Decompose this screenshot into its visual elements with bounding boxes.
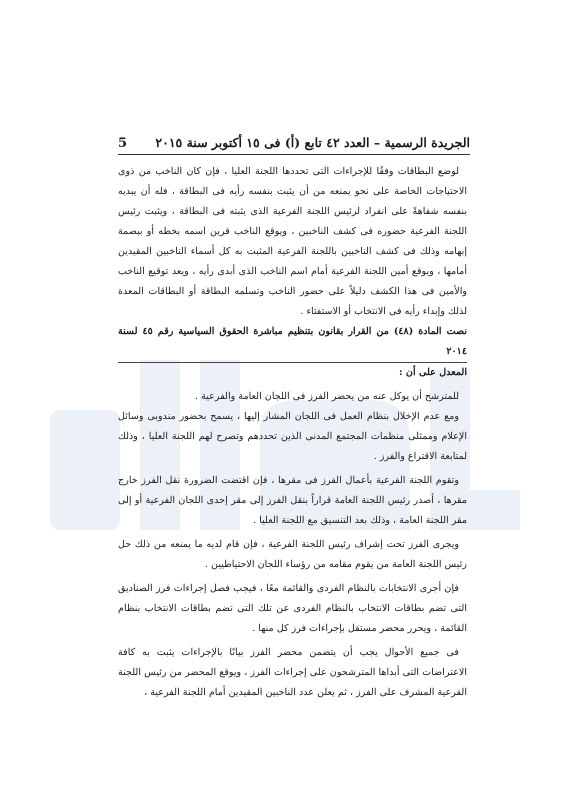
amendment-heading: نصت المادة (٤٨) من القرار بقانون بتنظيم مباشرة الحقوق السياسية رقم ٤٥ لسنة ٢٠١٤ (118, 322, 467, 363)
document-body (118, 162, 467, 703)
paragraph: فى جميع الأحوال يجب أن يتضمن محضر الفرز بيانًا بالإجراءات يثبت به كافة الاعتراضات التى أبداها المترشحون على إجراءات الفرز ، ويوقع المحضر من رئيس اللجنة الفرعية المشرف على الفرز ، ثم يعلن عدد الناخبين المقيدين أمام اللجنة الفرعية ، (118, 647, 467, 698)
header-divider (118, 154, 470, 155)
amendment-subheading: المعدل على أن : (399, 367, 467, 378)
paragraph: ومع عدم الإخلال بنظام العمل فى اللجان المشار إليها ، يسمح بحضور مندوبى وسائل الإعلام وممثلى منظمات المجتمع المدنى الذين تحددهم وتصرح لهم اللجنة العليا ، وذلك لمتابعة الاقتراع والفرز . (118, 411, 467, 462)
paragraph: فإن أجرى الانتخابات بالنظام الفردى والقائمة معًا ، فيجب فصل إجراءات فرز الصناديق التى تضم بطاقات الانتخاب بالنظام الفردى عن تلك التى تضم بطاقات الانتخاب بنظام القائمة ، ويحرر محضر مستقل بإجراءات فرز كل منها . (118, 583, 467, 634)
page-number: 5 (118, 136, 128, 151)
header-title: الجريدة الرسمية – العدد ٤٢ تابع (أ) فى ١٥ أكتوبر سنة ٢٠١٥ (155, 135, 470, 150)
paragraph: للمترشح أن يوكل عنه من يحضر الفرز فى اللجان العامة والفرعية . (195, 391, 459, 402)
paragraph: وتقوم اللجنة الفرعية بأعمال الفرز فى مقرها ، فإن اقتضت الضرورة نقل الفرز خارج مقرها ، أصدر رئيس اللجنة العامة قراراً بنقل الفرز إلى مقر إحدى اللجان الفرعية أو إلى مقر اللجنة العامة ، وذلك بعد التنسيق مع اللجنة العليا . (118, 475, 467, 526)
intro-paragraph: لوضع البطاقات وفقًا للإجراءات التى تحددها اللجنة العليا ، فإن كان الناخب من ذوى الاحتياجات الخاصة على نحو يمنعه من أن يثبت بنفسه رأيه فى البطاقة ، فله أن يبديه بنفسه شفاهةً على انفراد لرئيس اللجنة الفرعية الذى يثبته فى البطاقة ، ويثبت رئيس اللجنة الفرعية حضوره فى كشف الناخبين ، ويوقع الناخب قرين اسمه بخطه أو ببصمة إبهامه وذلك فى كشف الناخبين باللجنة الفرعية المثبت به كل أسماء الناخبين المقيدين أمامها ، ويوقع أمين اللجنة الفرعية أمام اسم الناخب الذى أبدى رأيه ، ويعد توقيع الناخب والأمين فى هذا الكشف دليلاً على حضور الناخب وتسلمه البطاقة أو البطاقات المعدة لذلك وإبداء رأيه فى الانتخاب أو الاستفتاء . (118, 166, 467, 317)
paragraph: ويجرى الفرز تحت إشراف رئيس اللجنة الفرعية ، فإن قام لديه ما يمنعه من ذلك حل رئيس اللجنة العامة من يقوم مقامه من رؤساء اللجان الاحتياطيين . (118, 539, 467, 570)
page-header (118, 135, 470, 151)
